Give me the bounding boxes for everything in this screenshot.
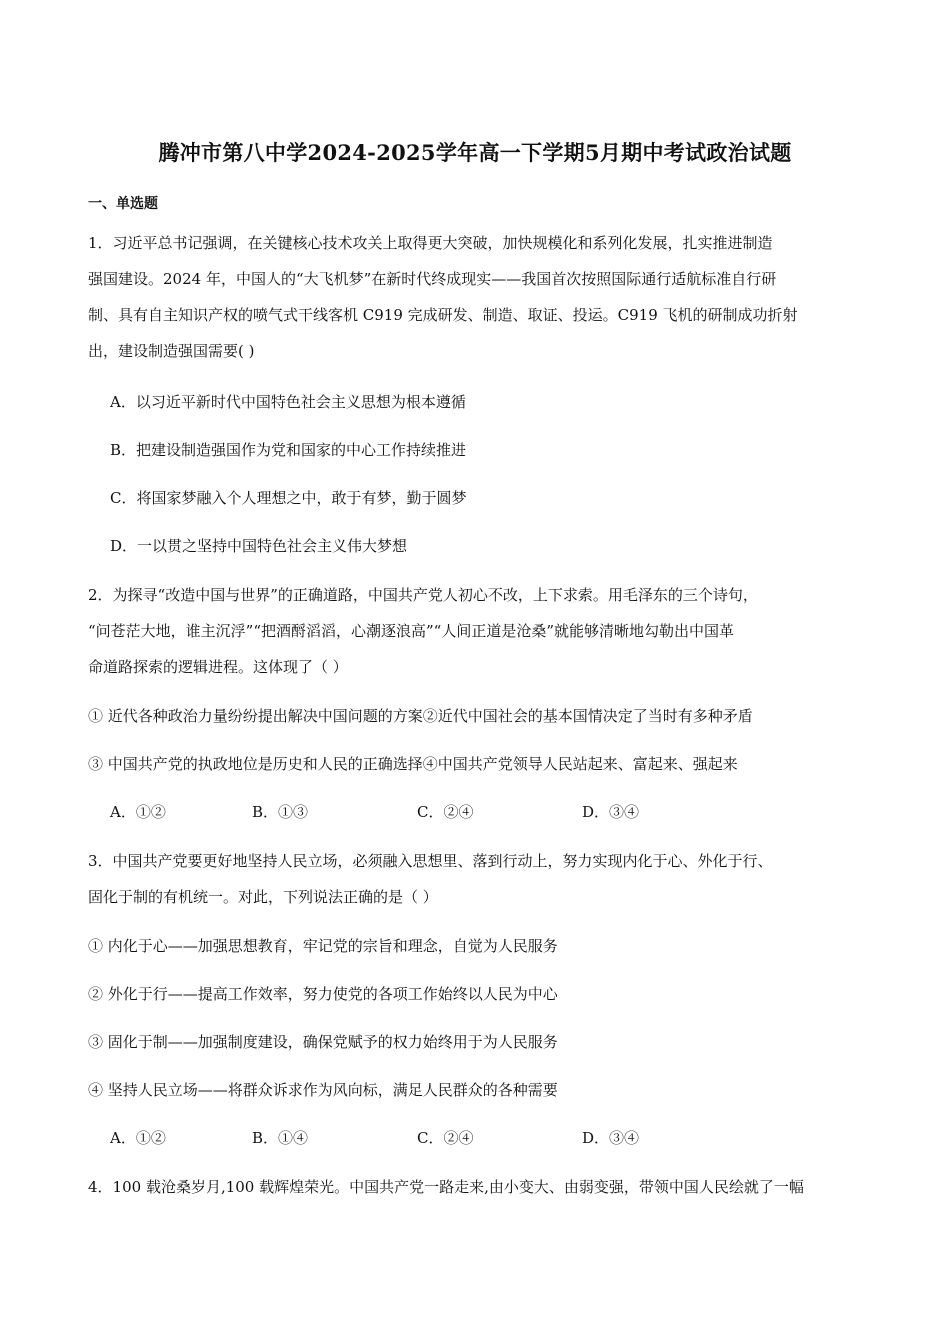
q2-statement-1: ① 近代各种政治力量纷纷提出解决中国问题的方案②近代中国社会的基本国情决定了当时有多种矛盾 (88, 707, 753, 725)
q2-statement-2: ③ 中国共产党的执政地位是历史和人民的正确选择④中国共产党领导人民站起来、富起来、强起来 (88, 755, 738, 773)
q3-statement-4: ④ 坚持人民立场——将群众诉求作为风向标，满足人民群众的各种需要 (88, 1081, 558, 1099)
q1-option-a: A．以习近平新时代中国特色社会主义思想为根本遵循 (110, 393, 466, 411)
q1-line-1: 1．习近平总书记强调，在关键核心技术攻关上取得更大突破，加快规模化和系列化发展，扎实推进制造 (88, 234, 773, 252)
exam-title: 腾冲市第八中学2024-2025学年高一下学期5月期中考试政治试题 (158, 140, 792, 165)
q1-option-c: C．将国家梦融入个人理想之中，敢于有梦，勤于圆梦 (110, 489, 467, 507)
q4-line-1: 4．100 载沧桑岁月,100 载辉煌荣光。中国共产党一路走来,由小变大、由弱变强，带领中国人民绘就了一幅 (88, 1178, 804, 1196)
q1-option-d: D．一以贯之坚持中国特色社会主义伟大梦想 (110, 537, 408, 555)
q3-option-c: C．②④ (417, 1129, 474, 1147)
q2-option-b: B．①③ (252, 803, 309, 821)
section-heading: 一、单选题 (88, 196, 158, 212)
q2-line-3: 命道路探索的逻辑进程。这体现了（ ） (88, 658, 348, 676)
q2-line-2: “问苍茫大地，谁主沉浮”“把酒酹滔滔，心潮逐浪高”“人间正道是沧桑”就能够清晰地勾勒出中国革 (88, 622, 735, 640)
q3-statement-1: ① 内化于心——加强思想教育，牢记党的宗旨和理念，自觉为人民服务 (88, 937, 558, 955)
q3-statement-3: ③ 固化于制——加强制度建设，确保党赋予的权力始终用于为人民服务 (88, 1033, 558, 1051)
q3-option-a: A．①② (110, 1129, 166, 1147)
q3-option-b: B．①④ (252, 1129, 309, 1147)
q3-line-1: 3．中国共产党要更好地坚持人民立场，必须融入思想里、落到行动上，努力实现内化于心、外化于行、 (88, 852, 773, 870)
q1-line-2: 强国建设。2024 年，中国人的“大飞机梦”在新时代终成现实——我国首次按照国际通行适航标准自行研 (88, 270, 777, 288)
q2-option-a: A．①② (110, 803, 166, 821)
q3-statement-2: ② 外化于行——提高工作效率，努力使党的各项工作始终以人民为中心 (88, 985, 558, 1003)
q2-option-d: D．③④ (582, 803, 640, 821)
q1-line-4: 出，建设制造强国需要( ) (88, 342, 255, 360)
q1-line-3: 制、具有自主知识产权的喷气式干线客机 C919 完成研发、制造、取证、投运。C919 飞机的研制成功折射 (88, 306, 798, 324)
q3-line-2: 固化于制的有机统一。对此，下列说法正确的是（ ） (88, 888, 438, 906)
q3-option-d: D．③④ (582, 1129, 640, 1147)
q2-option-c: C．②④ (417, 803, 474, 821)
q2-line-1: 2．为探寻“改造中国与世界”的正确道路，中国共产党人初心不改，上下求索。用毛泽东的三个诗句， (88, 586, 758, 604)
q1-option-b: B．把建设制造强国作为党和国家的中心工作持续推进 (110, 441, 467, 459)
